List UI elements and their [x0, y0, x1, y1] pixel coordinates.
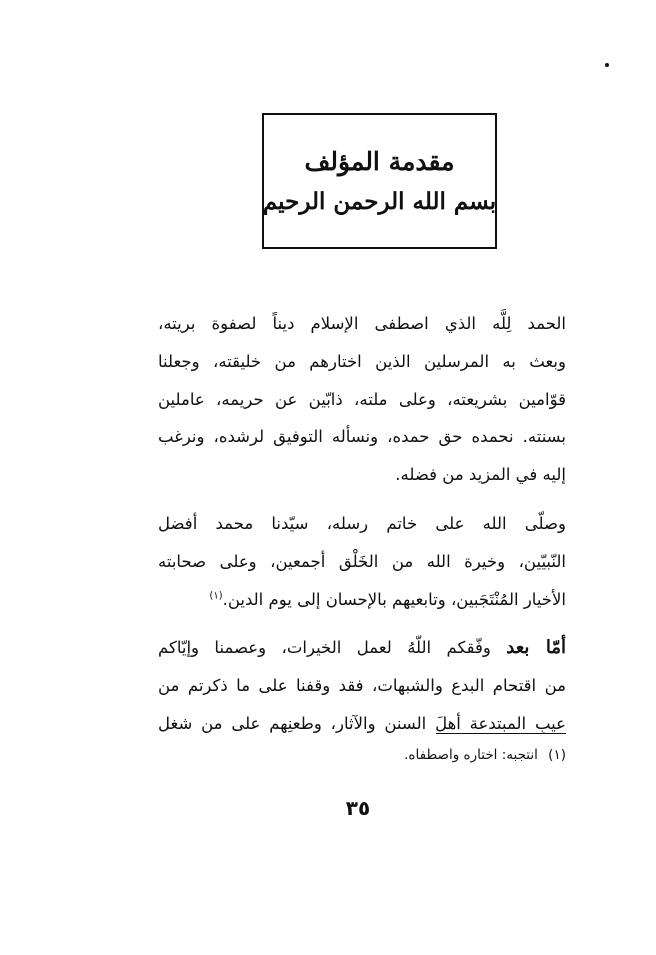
- footnote: [300, 747, 566, 763]
- page-number: ٣٥: [345, 796, 371, 820]
- body-text: [158, 305, 566, 743]
- chapter-title: مقدمة المؤلف: [304, 147, 455, 176]
- text-line: بسنته. نحمده حق حمده، ونسأله التوفيق لرشده، ونرغب: [158, 427, 566, 447]
- text-line: الحمد لِلَّه الذي اصطفى الإسلام ديناً لصفوة بريته،: [158, 314, 566, 333]
- text-line: وصلّى الله على خاتم رسله، سيّدنا محمد أفضل: [158, 513, 566, 533]
- paragraph-amma-bad: [158, 629, 566, 742]
- lead-phrase: أمّا بعد: [506, 637, 566, 659]
- ink-speck: [605, 63, 609, 67]
- text-line: عيبِ المبتدعة أهلَ السنن والآثار، وطعنِهم على من شغل: [158, 713, 566, 733]
- text-line: قوّامين بشريعته، وعلى ملته، ذابّين عن حريمه، عاملين: [158, 389, 566, 409]
- text-line: وبعث به المرسلين الذين اختارهم من خليقته، وجعلنا: [158, 351, 566, 371]
- paragraph-salawat: [158, 505, 566, 618]
- text-line: من اقتحام البدع والشبهات، فقد وقفنا على ما ذكرتم من: [158, 676, 566, 696]
- basmala: بسم الله الرحمن الرحيم: [262, 188, 497, 215]
- chapter-title-box: [262, 113, 497, 249]
- text-line-with-lead: [158, 629, 566, 667]
- footnote-number: (١): [548, 747, 566, 763]
- text-line: الأخيار المُنْتَجَبين، وتابعيهم بالإحسان إلى يوم الدين.: [222, 589, 566, 609]
- footnote-reference[interactable]: (١): [209, 590, 223, 602]
- text-line: إليه في المزيد من فضله.: [395, 465, 566, 485]
- text-line: وفّقكم اللّهُ لعمل الخيرات، وعصمنا وإيّاكم: [158, 638, 507, 658]
- footnote-text: انتجبه: اختاره واصطفاه.: [404, 747, 538, 763]
- text-line-with-footnote: [158, 581, 566, 619]
- text-line: النّبيّين، وخيرة الله من الخَلْق أجمعين، وعلى صحابته: [158, 551, 566, 571]
- paragraph-praise: [158, 305, 566, 494]
- footnote-divider: [436, 733, 566, 734]
